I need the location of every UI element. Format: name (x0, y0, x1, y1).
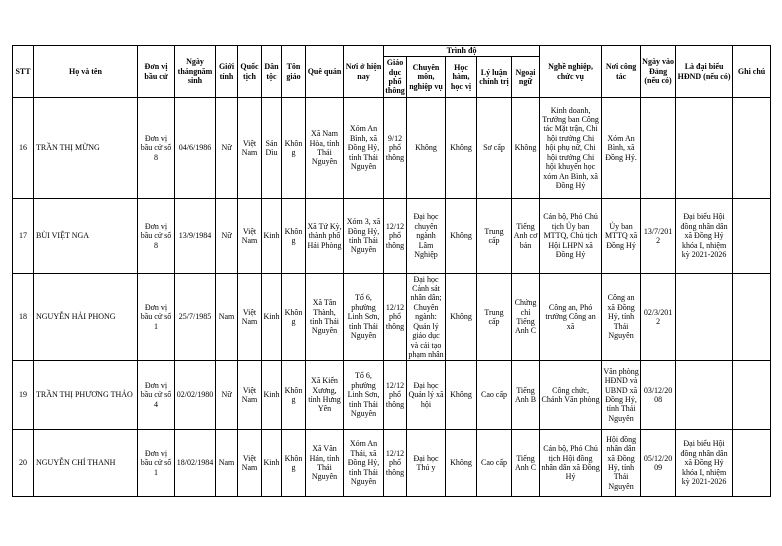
cell-gioi-tinh: Nam (216, 274, 238, 361)
cell-ly-luan: Cao cấp (477, 430, 512, 497)
cell-ton-giao: Không (282, 274, 306, 361)
cell-ngay-sinh: 13/9/1984 (175, 199, 216, 274)
cell-quoc-tich: Việt Nam (238, 430, 262, 497)
cell-que-quan: Xã Văn Hán, tỉnh Thái Nguyên (306, 430, 344, 497)
cell-noi-o: Tổ 6, phường Linh Sơn, tỉnh Thái Nguyên (344, 361, 384, 430)
header-ngay-sinh: Ngày thángnăm sinh (175, 46, 216, 98)
cell-stt: 17 (13, 199, 34, 274)
cell-stt: 18 (13, 274, 34, 361)
cell-dai-bieu (676, 274, 733, 361)
header-hoc-ham: Học hàm, học vị (446, 57, 477, 98)
cell-que-quan: Xã Tân Thành, tỉnh Thái Nguyên (306, 274, 344, 361)
header-que-quan: Quê quán (306, 46, 344, 98)
header-ngay-vao-dang: Ngày vào Đảng (nếu có) (641, 46, 676, 98)
cell-dai-bieu: Đại biểu Hội đồng nhân dân xã Đồng Hỷ khóa I, nhiệm kỳ 2021-2026 (676, 430, 733, 497)
cell-quoc-tich: Việt Nam (238, 361, 262, 430)
cell-quoc-tich: Việt Nam (238, 199, 262, 274)
cell-stt: 19 (13, 361, 34, 430)
cell-ghi-chu (733, 430, 771, 497)
cell-ho-ten: TRẦN THỊ MỪNG (34, 98, 138, 199)
cell-ngoai-ngu: Chứng chỉ Tiếng Anh C (512, 274, 540, 361)
cell-don-vi: Đơn vị bầu cử số 4 (138, 361, 175, 430)
cell-ngay-sinh: 02/02/1980 (175, 361, 216, 430)
cell-dai-bieu: Đại biểu Hội đồng nhân dân xã Đồng Hỷ khóa I, nhiệm kỳ 2021-2026 (676, 199, 733, 274)
header-dai-bieu: Là đại biểu HĐND (nếu có) (676, 46, 733, 98)
cell-ngay-vao-dang: 02/3/2012 (641, 274, 676, 361)
cell-gioi-tinh: Nữ (216, 199, 238, 274)
header-giao-duc: Giáo dục phổ thông (384, 57, 407, 98)
table-row (13, 199, 771, 274)
cell-ngoai-ngu: Không (512, 98, 540, 199)
cell-ghi-chu (733, 199, 771, 274)
table-row (13, 361, 771, 430)
cell-don-vi: Đơn vị bầu cử số 1 (138, 430, 175, 497)
cell-giao-duc: 9/12 phổ thông (384, 98, 407, 199)
cell-hoc-ham: Không (446, 98, 477, 199)
cell-dan-toc: Kinh (262, 274, 282, 361)
cell-chuyen-mon: Đại học chuyên ngành Lâm Nghiệp (407, 199, 446, 274)
cell-nghe-nghiep: Công an, Phó trưởng Công an xã (540, 274, 602, 361)
cell-giao-duc: 12/12 phổ thông (384, 361, 407, 430)
cell-ly-luan: Cao cấp (477, 361, 512, 430)
cell-nghe-nghiep: Công chức, Chánh Văn phòng (540, 361, 602, 430)
cell-dai-bieu (676, 361, 733, 430)
cell-stt: 16 (13, 98, 34, 199)
candidate-table (12, 45, 771, 497)
cell-ly-luan: Trung cấp (477, 199, 512, 274)
cell-ton-giao: Không (282, 199, 306, 274)
cell-dai-bieu (676, 98, 733, 199)
cell-ngoai-ngu: Tiếng Anh cơ bản (512, 199, 540, 274)
header-ho-ten: Họ và tên (34, 46, 138, 98)
cell-quoc-tich: Việt Nam (238, 98, 262, 199)
cell-ngay-vao-dang (641, 98, 676, 199)
cell-ton-giao: Không (282, 98, 306, 199)
cell-nghe-nghiep: Cán bộ, Phó Chủ tịch Hội đồng nhân dân xã Đồng Hỷ (540, 430, 602, 497)
cell-ho-ten: BÙI VIỆT NGA (34, 199, 138, 274)
cell-ghi-chu (733, 361, 771, 430)
cell-giao-duc: 12/12 phổ thông (384, 430, 407, 497)
cell-que-quan: Xã Tứ Kỳ, thành phố Hải Phòng (306, 199, 344, 274)
cell-dan-toc: Kinh (262, 430, 282, 497)
cell-don-vi: Đơn vị bầu cử số 8 (138, 199, 175, 274)
cell-hoc-ham: Không (446, 361, 477, 430)
cell-noi-cong-tac: Công an xã Đồng Hỷ, tỉnh Thái Nguyên (602, 274, 641, 361)
header-gioi-tinh: Giới tính (216, 46, 238, 98)
cell-giao-duc: 12/12 phổ thông (384, 199, 407, 274)
table-row (13, 274, 771, 361)
cell-chuyen-mon: Đại học Cảnh sát nhân dân; Chuyên ngành: Quản lý giáo dục và cải tạo phạm nhân (408, 274, 444, 360)
cell-noi-o: Xóm An Bình, xã Đồng Hỷ, tỉnh Thái Nguyên (344, 98, 384, 199)
table-row (13, 430, 771, 497)
header-ton-giao: Tôn giáo (282, 46, 306, 98)
cell-chuyen-mon: Đại học Quản lý xã hội (407, 361, 446, 430)
cell-nghe-nghiep: Cán bộ, Phó Chủ tịch Ủy ban MTTQ, Chủ tịch Hội LHPN xã Đồng Hỷ (540, 199, 602, 274)
header-quoc-tich: Quốc tịch (238, 46, 262, 98)
cell-ton-giao: Không (282, 430, 306, 497)
cell-ngay-vao-dang: 03/12/2008 (641, 361, 676, 430)
cell-stt: 20 (13, 430, 34, 497)
cell-dan-toc: Kinh (262, 199, 282, 274)
cell-hoc-ham: Không (446, 199, 477, 274)
cell-ngay-sinh: 25/7/1985 (175, 274, 216, 361)
cell-noi-o: Xóm 3, xã Đồng Hỷ, tỉnh Thái Nguyên (344, 199, 384, 274)
cell-ngay-vao-dang: 05/12/2009 (641, 430, 676, 497)
header-ghi-chu: Ghi chú (733, 46, 771, 98)
cell-noi-o: Tổ 6, phường Linh Sơn, tỉnh Thái Nguyên (344, 274, 384, 361)
cell-ghi-chu (733, 274, 771, 361)
header-noi-cong-tac: Nơi công tác (602, 46, 641, 98)
cell-noi-cong-tac: Xóm An Bình, xã Đồng Hỷ. (602, 98, 641, 199)
header-nghe-nghiep: Nghề nghiệp, chức vụ (540, 46, 602, 98)
cell-ngay-vao-dang: 13/7/2012 (641, 199, 676, 274)
cell-noi-cong-tac: Hội đồng nhân dân xã Đồng Hỷ, tỉnh Thái Nguyên (602, 430, 641, 497)
cell-gioi-tinh: Nữ (216, 361, 238, 430)
header-don-vi: Đơn vị bầu cử (138, 46, 175, 98)
cell-ly-luan: Trung cấp (477, 274, 512, 361)
header-noi-o: Nơi ở hiện nay (344, 46, 384, 98)
cell-ghi-chu (733, 98, 771, 199)
cell-don-vi: Đơn vị bầu cử số 8 (138, 98, 175, 199)
cell-ho-ten: TRẦN THỊ PHƯƠNG THẢO (34, 361, 138, 430)
cell-ho-ten: NGUYỄN CHÍ THANH (34, 430, 138, 497)
table-row (13, 98, 771, 199)
cell-chuyen-mon: Không (407, 98, 446, 199)
cell-don-vi: Đơn vị bầu cử số 1 (138, 274, 175, 361)
header-trinh-do: Trình độ (384, 46, 540, 57)
cell-ton-giao: Không (282, 361, 306, 430)
cell-que-quan: Xã Nam Hòa, tỉnh Thái Nguyên (306, 98, 344, 199)
cell-hoc-ham: Không (446, 430, 477, 497)
cell-ho-ten: NGUYỄN HẢI PHONG (34, 274, 138, 361)
cell-ly-luan: Sơ cấp (477, 98, 512, 199)
cell-nghe-nghiep: Kinh doanh, Trưởng ban Công tác Mặt trận, Chi hội trưởng Chi hội phụ nữ, Chi hội trưởng Chi hội khuyến học xóm An Bình, xã Đồng Hỷ (540, 98, 602, 199)
cell-hoc-ham: Không (446, 274, 477, 361)
header-dan-toc: Dân tộc (262, 46, 282, 98)
cell-noi-cong-tac: Văn phòng HĐND và UBND xã Đồng Hỷ, tỉnh Thái Nguyên (602, 361, 641, 430)
cell-dan-toc: Sán Dìu (262, 98, 282, 199)
header-ly-luan: Lý luận chính trị (477, 57, 512, 98)
header-chuyen-mon: Chuyên môn, nghiệp vụ (407, 57, 446, 98)
header-stt: STT (13, 46, 34, 98)
cell-ngoai-ngu: Tiếng Anh C (512, 430, 540, 497)
cell-ngoai-ngu: Tiếng Anh B (512, 361, 540, 430)
cell-ngay-sinh: 18/02/1984 (175, 430, 216, 497)
cell-noi-o: Xóm An Thái, xã Đồng Hỷ, tỉnh Thái Nguyên (344, 430, 384, 497)
cell-dan-toc: Kinh (262, 361, 282, 430)
cell-chuyen-mon: Đại học Thú y (407, 430, 446, 497)
cell-ngay-sinh: 04/6/1986 (175, 98, 216, 199)
cell-gioi-tinh: Nữ (216, 98, 238, 199)
cell-que-quan: Xã Kiến Xương, tỉnh Hưng Yên (306, 361, 344, 430)
cell-noi-cong-tac: Ủy ban MTTQ xã Đồng Hỷ (602, 199, 641, 274)
cell-quoc-tich: Việt Nam (238, 274, 262, 361)
header-ngoai-ngu: Ngoại ngữ (512, 57, 540, 98)
cell-gioi-tinh: Nam (216, 430, 238, 497)
cell-giao-duc: 12/12 phổ thông (384, 274, 407, 361)
